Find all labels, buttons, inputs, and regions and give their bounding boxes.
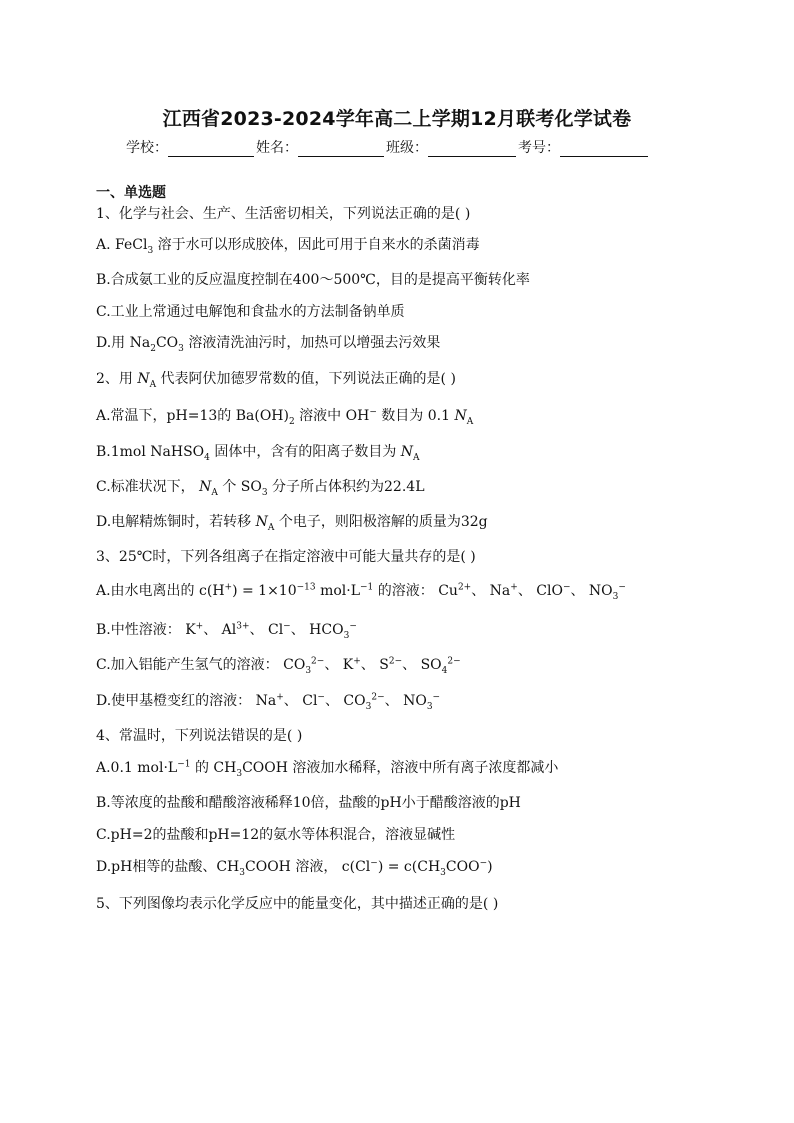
q2-b-pre: B.1mol NaHSO xyxy=(96,444,205,460)
q3-b-m3: 、 HCO xyxy=(290,622,344,638)
class-blank[interactable] xyxy=(428,142,516,157)
q4-d-sup1: − xyxy=(370,858,378,869)
q2-c-mid: 个 SO xyxy=(217,479,262,495)
number-label: 考号： xyxy=(518,140,560,156)
q2-a-post: 数目为 0.1 xyxy=(376,408,455,424)
q3-c-pre: C.加入铝能产生氢气的溶液： CO xyxy=(96,657,306,673)
q1-stem: 1、化学与社会、生产、生活密切相关，下列说法正确的是( ) xyxy=(96,206,471,222)
q3-b-sup3: − xyxy=(283,621,291,632)
q2-a-sub: 2 xyxy=(288,416,295,427)
q3-c-sub4: 4 xyxy=(441,665,448,676)
q2-a-pre: A.常温下，pH=13的 Ba(OH) xyxy=(96,408,289,424)
q4-d-post: ) xyxy=(487,859,493,875)
q4-d-sub1: 3 xyxy=(239,867,246,878)
q2-stem-na: N xyxy=(137,371,150,387)
q4-option-b: B.等浓度的盐酸和醋酸溶液稀释10倍，盐酸的pH小于醋酸溶液的pH xyxy=(96,795,521,811)
q3-d-sup1: + xyxy=(276,692,284,703)
section-heading: 一、单选题 xyxy=(96,185,166,201)
q2-option-a xyxy=(96,406,473,426)
q2-a-sup: − xyxy=(369,407,377,418)
q2-stem xyxy=(96,369,456,389)
q4-option-d xyxy=(96,857,493,877)
q2-stem-na-sub: A xyxy=(149,379,157,390)
q3-c-sup4: 2− xyxy=(447,656,461,667)
q1-d-sub1: 2 xyxy=(150,343,156,354)
q1-d-pre: D.用 Na xyxy=(96,335,151,351)
q2-b-na-sub: A xyxy=(413,452,420,463)
q3-c-sup3: 2− xyxy=(388,656,403,667)
q3-d-sup3: 2− xyxy=(371,692,385,703)
student-info-line xyxy=(126,137,650,157)
q3-a-tail: 、 Na xyxy=(471,583,511,599)
q3-a-sup2: −13 xyxy=(296,582,316,593)
q3-a-tail2: 、 ClO xyxy=(517,583,563,599)
q4-a-pre: A.0.1 mol·L xyxy=(96,760,178,776)
q3-b-sub4: 3 xyxy=(343,630,350,641)
q4-d-mid2: ) = c(CH xyxy=(377,859,441,875)
q3-a-post: 的溶液： Cu xyxy=(373,583,458,599)
q3-a-tail3: 、 NO xyxy=(570,583,613,599)
q3-a-sup5: + xyxy=(510,582,518,593)
q4-d-mid: COOH 溶液， c(Cl xyxy=(245,859,371,875)
q1-option-b: B.合成氨工业的反应温度控制在400～500℃，目的是提高平衡转化率 xyxy=(96,272,530,288)
q2-a-na: N xyxy=(454,408,467,424)
class-label: 班级： xyxy=(386,140,428,156)
q2-stem-post: 代表阿伏加德罗常数的值，下列说法正确的是( ) xyxy=(156,371,456,387)
q2-a-mid: 溶液中 OH xyxy=(294,408,370,424)
q3-option-c xyxy=(96,655,461,675)
q3-option-a xyxy=(96,581,626,601)
q3-d-pre: D.使甲基橙变红的溶液： Na xyxy=(96,693,277,709)
name-blank[interactable] xyxy=(298,142,384,157)
q3-d-sup2: − xyxy=(317,692,325,703)
school-blank[interactable] xyxy=(168,142,254,157)
q4-d-mid3: COO xyxy=(445,859,480,875)
q1-d-post: 溶液清洗油污时，加热可以增强去污效果 xyxy=(183,335,441,351)
q4-option-c: C.pH=2的盐酸和pH=12的氨水等体积混合，溶液显碱性 xyxy=(96,827,456,843)
q2-c-na: N xyxy=(199,479,212,495)
q3-b-m1: 、 Al xyxy=(203,622,237,638)
q3-b-m2: 、 Cl xyxy=(249,622,284,638)
q1-a-post: 溶于水可以形成胶体，因此可用于自来水的杀菌消毒 xyxy=(153,237,480,253)
q3-d-sup4: − xyxy=(432,692,441,703)
q1-a-sub: 3 xyxy=(147,245,154,256)
q2-d-na-sub: A xyxy=(267,522,275,533)
q3-c-m2: 、 S xyxy=(360,657,389,673)
q1-d-mid: CO xyxy=(155,335,179,351)
page-title: 江西省2023-2024学年高二上学期12月联考化学试卷 xyxy=(162,108,632,130)
q3-option-b xyxy=(96,620,357,640)
q3-c-m3: 、 SO xyxy=(402,657,442,673)
q2-option-c xyxy=(96,477,425,497)
q3-d-m1: 、 Cl xyxy=(283,693,318,709)
q4-d-sup2: − xyxy=(479,858,488,869)
q3-a-sup7: − xyxy=(618,582,626,593)
q2-stem-pre: 2、用 xyxy=(96,371,138,387)
q3-c-sub1: 3 xyxy=(305,665,312,676)
name-label: 姓名： xyxy=(256,140,298,156)
q3-c-m1: 、 K xyxy=(324,657,354,673)
q2-c-sub: 3 xyxy=(261,487,268,498)
q4-option-a xyxy=(96,758,558,778)
q4-d-sub2: 3 xyxy=(440,867,446,878)
q3-option-d xyxy=(96,691,440,711)
q2-b-na: N xyxy=(400,444,414,460)
q3-a-mid: ) = 1×10 xyxy=(232,583,297,599)
q3-b-pre: B.中性溶液： K xyxy=(96,622,196,638)
q2-b-sub: 4 xyxy=(204,452,210,463)
q2-b-post: 固体中，含有的阳离子数目为 xyxy=(209,444,401,460)
q4-stem: 4、常温时，下列说法错误的是( ) xyxy=(96,728,303,744)
q2-c-na-sub: A xyxy=(211,487,218,498)
q1-option-c: C.工业上常通过电解饱和食盐水的方法制备钠单质 xyxy=(96,304,405,320)
q1-option-a xyxy=(96,235,480,255)
q3-d-m2: 、 CO xyxy=(324,693,366,709)
q4-a-sub: 3 xyxy=(236,768,243,779)
q2-option-b xyxy=(96,442,420,462)
q3-a-sub7: 3 xyxy=(612,591,619,602)
q3-a-sup4: 2+ xyxy=(457,582,472,593)
q2-d-post: 个电子，则阳极溶解的质量为32g xyxy=(274,514,488,530)
q4-d-pre: D.pH相等的盐酸、CH xyxy=(96,859,240,875)
q4-a-sup: −1 xyxy=(177,759,191,770)
q1-d-sub2: 3 xyxy=(178,343,184,354)
q3-b-sup4: − xyxy=(349,621,357,632)
number-blank[interactable] xyxy=(560,142,648,157)
q3-c-sup1: 2− xyxy=(311,656,325,667)
q1-a-pre: A. FeCl xyxy=(96,237,148,253)
q3-d-m3: 、 NO xyxy=(384,693,427,709)
q3-b-sup2: 3+ xyxy=(236,621,250,632)
q3-c-sup2: + xyxy=(353,656,361,667)
q2-d-pre: D.电解精炼铜时，若转移 xyxy=(96,514,256,530)
q3-d-sub4: 3 xyxy=(426,701,433,712)
q4-a-mid: 的 CH xyxy=(190,760,237,776)
q2-d-na: N xyxy=(255,514,268,530)
school-label: 学校： xyxy=(126,140,168,156)
q3-stem: 3、25℃时，下列各组离子在指定溶液中可能大量共存的是( ) xyxy=(96,549,476,565)
q2-option-d xyxy=(96,512,488,532)
q1-option-d xyxy=(96,333,440,353)
q5-stem: 5、下列图像均表示化学反应中的能量变化，其中描述正确的是( ) xyxy=(96,896,499,912)
q3-a-sup3: −1 xyxy=(360,582,374,593)
q3-d-sub3: 3 xyxy=(365,701,372,712)
q3-a-pre: A.由水电离出的 c(H xyxy=(96,583,225,599)
q4-a-post: COOH 溶液加水稀释，溶液中所有离子浓度都减小 xyxy=(242,760,559,776)
q2-c-pre: C.标准状况下， xyxy=(96,479,200,495)
q3-b-sup1: + xyxy=(195,621,204,632)
q3-a-sup1: + xyxy=(224,582,233,593)
q2-c-post: 分子所占体积约为22.4L xyxy=(267,479,425,495)
q3-a-mid2: mol·L xyxy=(315,583,361,599)
q2-a-na-sub: A xyxy=(466,416,474,427)
q3-a-sup6: − xyxy=(562,582,571,593)
